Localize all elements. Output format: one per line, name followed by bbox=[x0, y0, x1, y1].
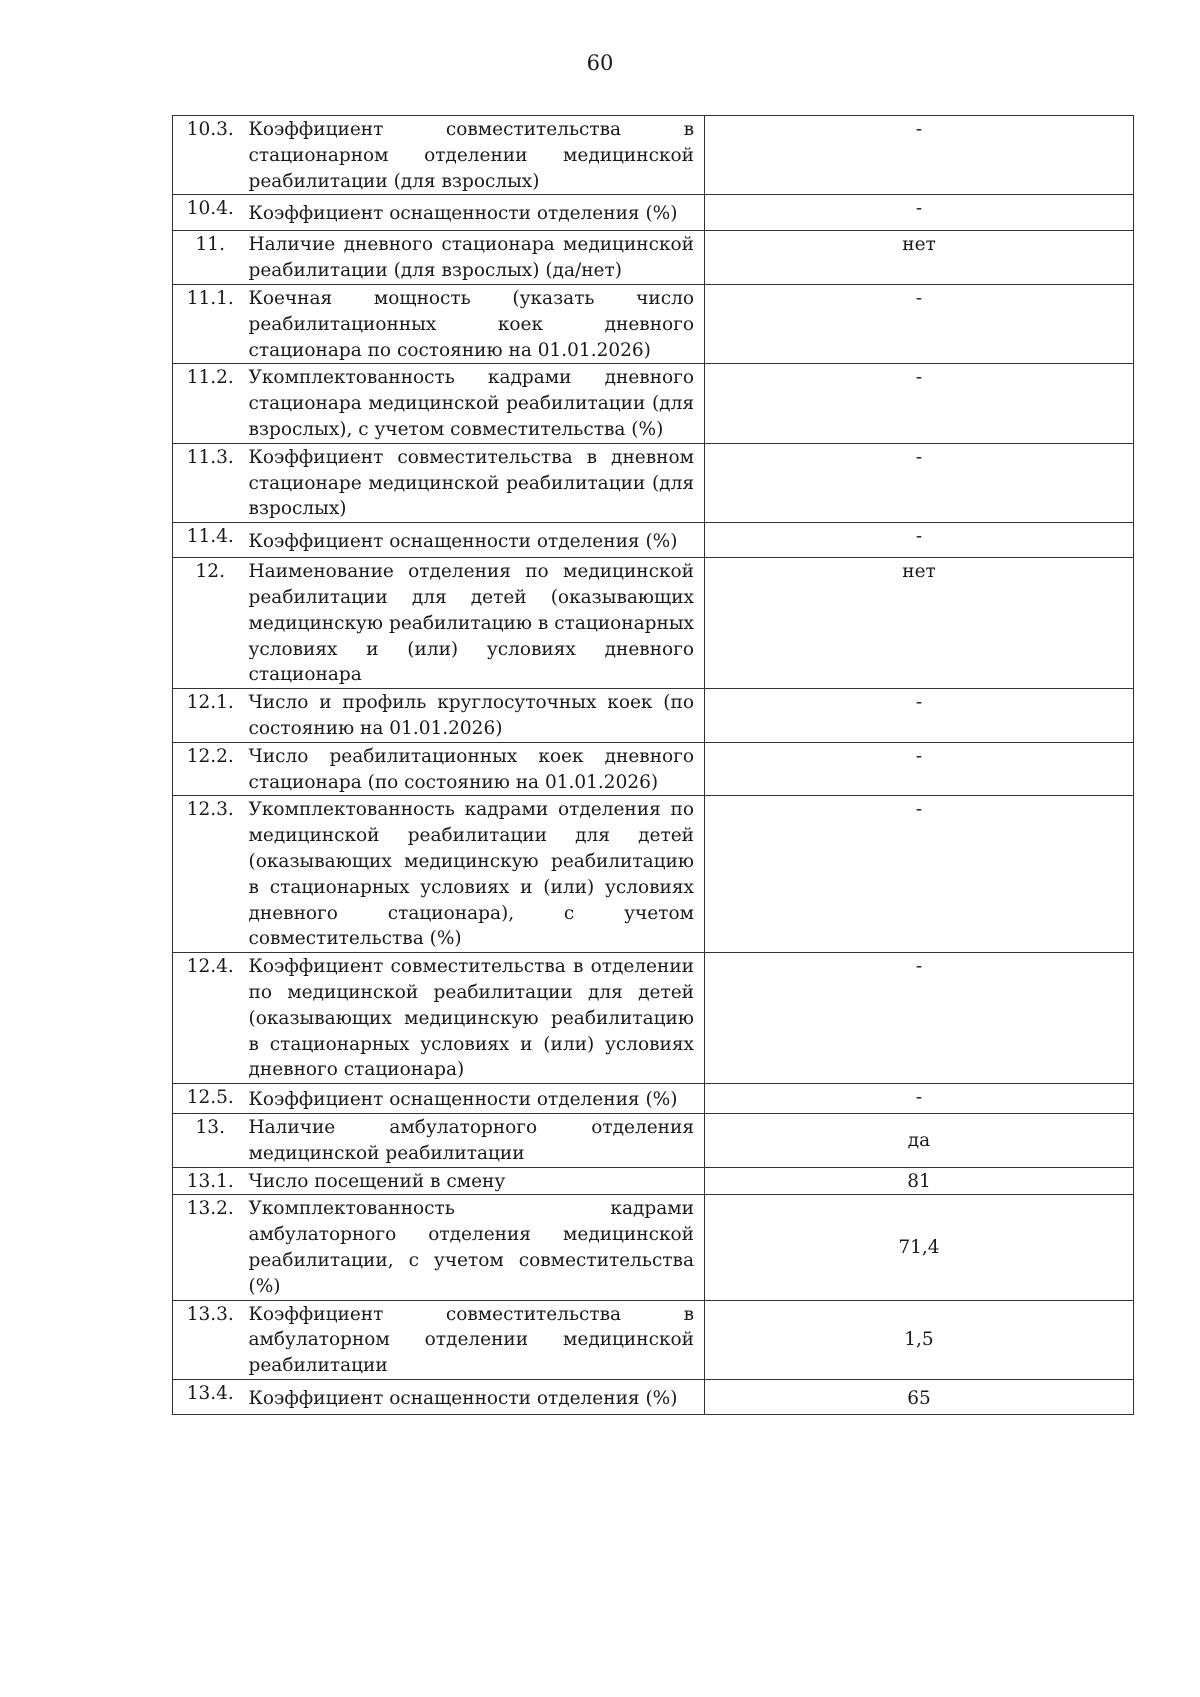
row-description: Коечная мощность (указать число реабилитационных коек дневного стационара по состоянию на 01.01.2026) bbox=[243, 284, 705, 363]
row-value: - bbox=[705, 195, 1134, 231]
row-description: Число посещений в смену bbox=[243, 1167, 705, 1195]
row-value: - bbox=[705, 364, 1134, 443]
row-value: - bbox=[705, 523, 1134, 558]
table-row bbox=[173, 364, 1134, 443]
row-description: Укомплектованность кадрами отделения по медицинской реабилитации для детей (оказывающих медицинскую реабилитацию в стационарных условиях и (или) условиях дневного стационара), с учетом совместительства (%) bbox=[243, 796, 705, 953]
row-number: 12.1. bbox=[173, 689, 243, 743]
row-value: нет bbox=[705, 558, 1134, 689]
row-value: - bbox=[705, 689, 1134, 743]
table-row bbox=[173, 796, 1134, 953]
row-description: Коэффициент оснащенности отделения (%) bbox=[243, 195, 705, 231]
row-number: 11.2. bbox=[173, 364, 243, 443]
row-description: Коэффициент совместительства в дневном стационаре медицинской реабилитации (для взрослых) bbox=[243, 443, 705, 522]
table-row bbox=[173, 1300, 1134, 1379]
table-row bbox=[173, 523, 1134, 558]
table-row bbox=[173, 116, 1134, 195]
row-number: 12.2. bbox=[173, 742, 243, 796]
row-number: 12.4. bbox=[173, 953, 243, 1084]
table-row bbox=[173, 195, 1134, 231]
row-description: Наличие дневного стационара медицинской реабилитации (для взрослых) (да/нет) bbox=[243, 231, 705, 285]
row-description: Коэффициент оснащенности отделения (%) bbox=[243, 523, 705, 558]
row-number: 12.3. bbox=[173, 796, 243, 953]
row-number: 13.3. bbox=[173, 1300, 243, 1379]
table-row bbox=[173, 1084, 1134, 1114]
row-value: - bbox=[705, 116, 1134, 195]
row-description: Коэффициент совместительства в стационарном отделении медицинской реабилитации (для взрослых) bbox=[243, 116, 705, 195]
row-number: 11.3. bbox=[173, 443, 243, 522]
row-description: Коэффициент оснащенности отделения (%) bbox=[243, 1084, 705, 1114]
table-row bbox=[173, 1167, 1134, 1195]
row-description: Укомплектованность кадрами амбулаторного отделения медицинской реабилитации, с учетом совместительства (%) bbox=[243, 1195, 705, 1300]
row-description: Наличие амбулаторного отделения медицинской реабилитации bbox=[243, 1114, 705, 1168]
table-row bbox=[173, 953, 1134, 1084]
row-number: 11.1. bbox=[173, 284, 243, 363]
table-row bbox=[173, 689, 1134, 743]
page-number: 60 bbox=[586, 51, 614, 75]
row-value: - bbox=[705, 742, 1134, 796]
row-description: Наименование отделения по медицинской реабилитации для детей (оказывающих медицинскую реабилитацию в стационарных условиях и (или) условиях дневного стационара bbox=[243, 558, 705, 689]
table-row bbox=[173, 443, 1134, 522]
row-number: 11.4. bbox=[173, 523, 243, 558]
row-description: Коэффициент совместительства в амбулаторном отделении медицинской реабилитации bbox=[243, 1300, 705, 1379]
row-value: 71,4 bbox=[705, 1195, 1134, 1300]
row-value: - bbox=[705, 1084, 1134, 1114]
row-value: 1,5 bbox=[705, 1300, 1134, 1379]
row-number: 12.5. bbox=[173, 1084, 243, 1114]
table-row bbox=[173, 1380, 1134, 1415]
row-value: да bbox=[705, 1114, 1134, 1168]
row-description: Укомплектованность кадрами дневного стационара медицинской реабилитации (для взрослых), с учетом совместительства (%) bbox=[243, 364, 705, 443]
row-number: 10.3. bbox=[173, 116, 243, 195]
row-number: 13.4. bbox=[173, 1380, 243, 1415]
row-description: Коэффициент оснащенности отделения (%) bbox=[243, 1380, 705, 1415]
table-row bbox=[173, 1114, 1134, 1168]
row-number: 13.2. bbox=[173, 1195, 243, 1300]
row-description: Число и профиль круглосуточных коек (по состоянию на 01.01.2026) bbox=[243, 689, 705, 743]
row-value: - bbox=[705, 953, 1134, 1084]
row-value: 65 bbox=[705, 1380, 1134, 1415]
table-row bbox=[173, 231, 1134, 285]
row-number: 10.4. bbox=[173, 195, 243, 231]
row-description: Число реабилитационных коек дневного стационара (по состоянию на 01.01.2026) bbox=[243, 742, 705, 796]
table-row bbox=[173, 1195, 1134, 1300]
row-number: 12. bbox=[173, 558, 243, 689]
table-row bbox=[173, 742, 1134, 796]
row-number: 13. bbox=[173, 1114, 243, 1168]
row-number: 11. bbox=[173, 231, 243, 285]
row-value: - bbox=[705, 284, 1134, 363]
row-description: Коэффициент совместительства в отделении по медицинской реабилитации для детей (оказывающих медицинскую реабилитацию в стационарных условиях и (или) условиях дневного стационара) bbox=[243, 953, 705, 1084]
row-value: нет bbox=[705, 231, 1134, 285]
row-value: 81 bbox=[705, 1167, 1134, 1195]
indicators-table bbox=[172, 115, 1134, 1415]
table-row bbox=[173, 284, 1134, 363]
row-value: - bbox=[705, 443, 1134, 522]
table-row bbox=[173, 558, 1134, 689]
row-value: - bbox=[705, 796, 1134, 953]
row-number: 13.1. bbox=[173, 1167, 243, 1195]
